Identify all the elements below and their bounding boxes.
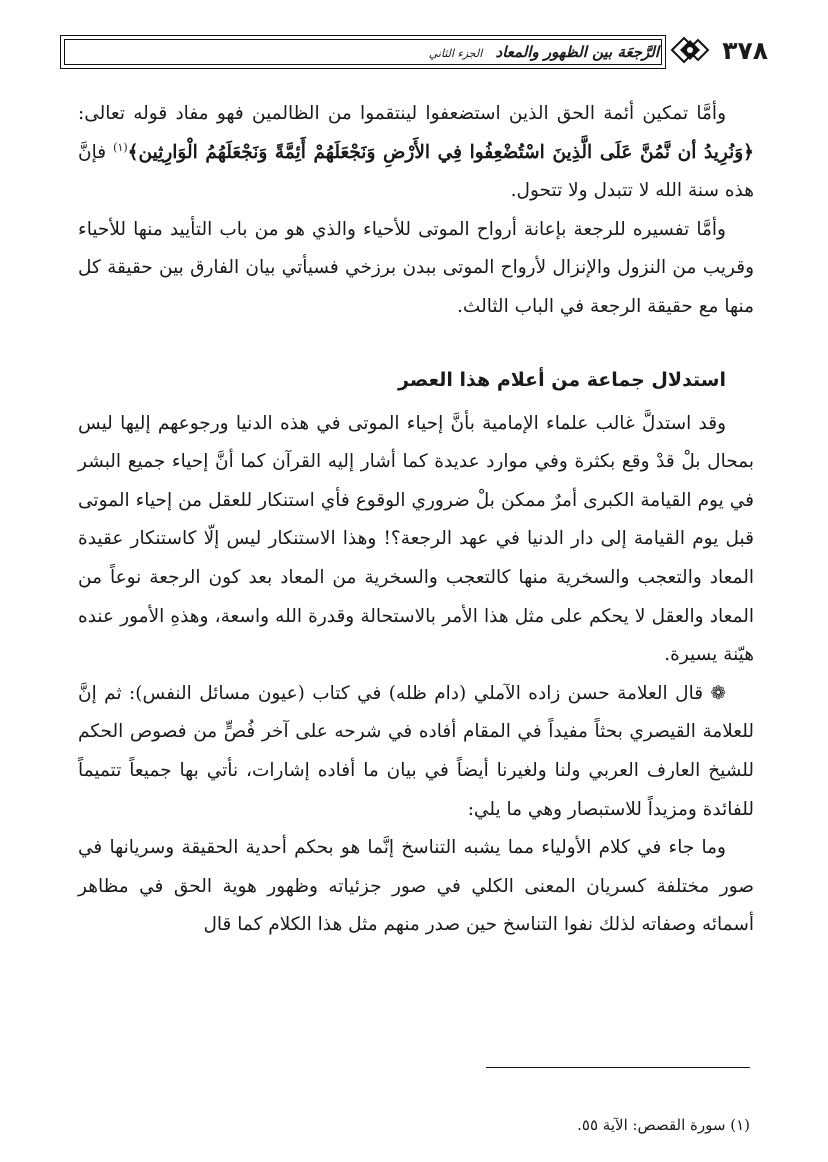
paragraph-5: وما جاء في كلام الأولياء مما يشبه التناسخ إنَّما هو بحكم أحدية الحقيقة وسريانها في صور مختلفة كسريان المعنى الكلي في صور جزئياته وظهور هوية الحق في مظاهر أسمائه وصفاته لذلك نفوا التناسخ حين صدر منهم مثل هذا الكلام كما قال	[78, 837, 754, 936]
paragraph-1-conclusion: فإنَّ هذه سنة الله لا تتبدل ولا تتحول.	[78, 141, 754, 202]
quran-verse: ﴿وَنُرِيدُ أن نَّمُنَّ عَلَى الَّذِينَ اسْتُضْعِفُوا فِي الأَرْضِ وَنَجْعَلَهُمْ أَئِمَّةً وَنَجْعَلَهُمُ الْوَارِثِين﴾	[127, 141, 754, 163]
footnote-divider	[486, 1067, 750, 1068]
paragraph-1	[78, 95, 754, 211]
paragraph-4	[78, 675, 754, 829]
book-title: الرَّجعَة بين الظهور والمعاد	[495, 43, 659, 61]
paragraph-4-text: قال العلامة حسن زاده الآملي (دام ظله) في كتاب (عيون مسائل النفس): ثم إنَّ للعلامة القيصري بحثاً مفيداً في المقام أفاده في شرحه على آخر فُصٍّ من فصوص الحكم للشيخ العارف العربي ولنا ولغيرنا أيضاً في بيان ما أفاده إشارات، نأتي بها جميعاً تتميماً للفائدة ومزيداً للاستبصار وهي ما يلي:	[78, 682, 754, 820]
running-title	[429, 43, 659, 61]
section-heading: استدلال جماعة من أعلام هذا العصر	[398, 368, 726, 391]
running-title-frame	[60, 35, 666, 69]
footnote: (١) سورة القصص: الآية ٥٥.	[577, 1116, 750, 1134]
footnote-marker[interactable]: (١)	[113, 140, 128, 154]
paragraph-3: وقد استدلَّ غالب علماء الإمامية بأنَّ إحياء الموتى في هذه الدنيا ورجوعهم إليها ليس بمحال بلْ قدْ وقع بكثرة وفي موارد عديدة كما أشار إليه القرآن كما أنَّ إحياء جميع البشر في يوم القيامة الكبرى أمرٌ ممكن بلْ ضروري الوقوع فأي استنكار للعقل من إحياء الموتى قبل يوم القيامة إلى دار الدنيا في عهد الرجعة؟! وهذا الاستنكار ليس إلّا كاستنكار عقيدة المعاد والتعجب والسخرية منها كالتعجب والسخرية من المعاد بعد كون الرجعة نوعاً من المعاد والعقل لا يحكم على مثل هذا الأمر بالاستحالة وقدرة الله واسعة، وهذهِ الأمور عنده هيّنة يسيرة.	[78, 412, 754, 666]
flower-bullet-icon: ❁	[710, 682, 726, 704]
paragraph-1-intro: وأمَّا تمكين أئمة الحق الذين استضعفوا لينتقموا من الظالمين فهو مفاد قوله تعالى:	[78, 103, 726, 124]
page-header	[58, 28, 772, 72]
page-number: ٣٧٨	[722, 36, 768, 65]
ornament-icon	[670, 32, 710, 68]
page-body	[78, 95, 754, 945]
volume-label: الجزء الثاني	[428, 47, 483, 60]
paragraph-2: وأمَّا تفسيره للرجعة بإعانة أرواح الموتى للأحياء والذي هو من باب التأييد منها للأحياء وقريب من النزول والإنزال لأرواح الموتى ببدن برزخي فسيأتي بيان الفارق بين حقيقة كل منها مع حقيقة الرجعة في الباب الثالث.	[78, 218, 754, 317]
